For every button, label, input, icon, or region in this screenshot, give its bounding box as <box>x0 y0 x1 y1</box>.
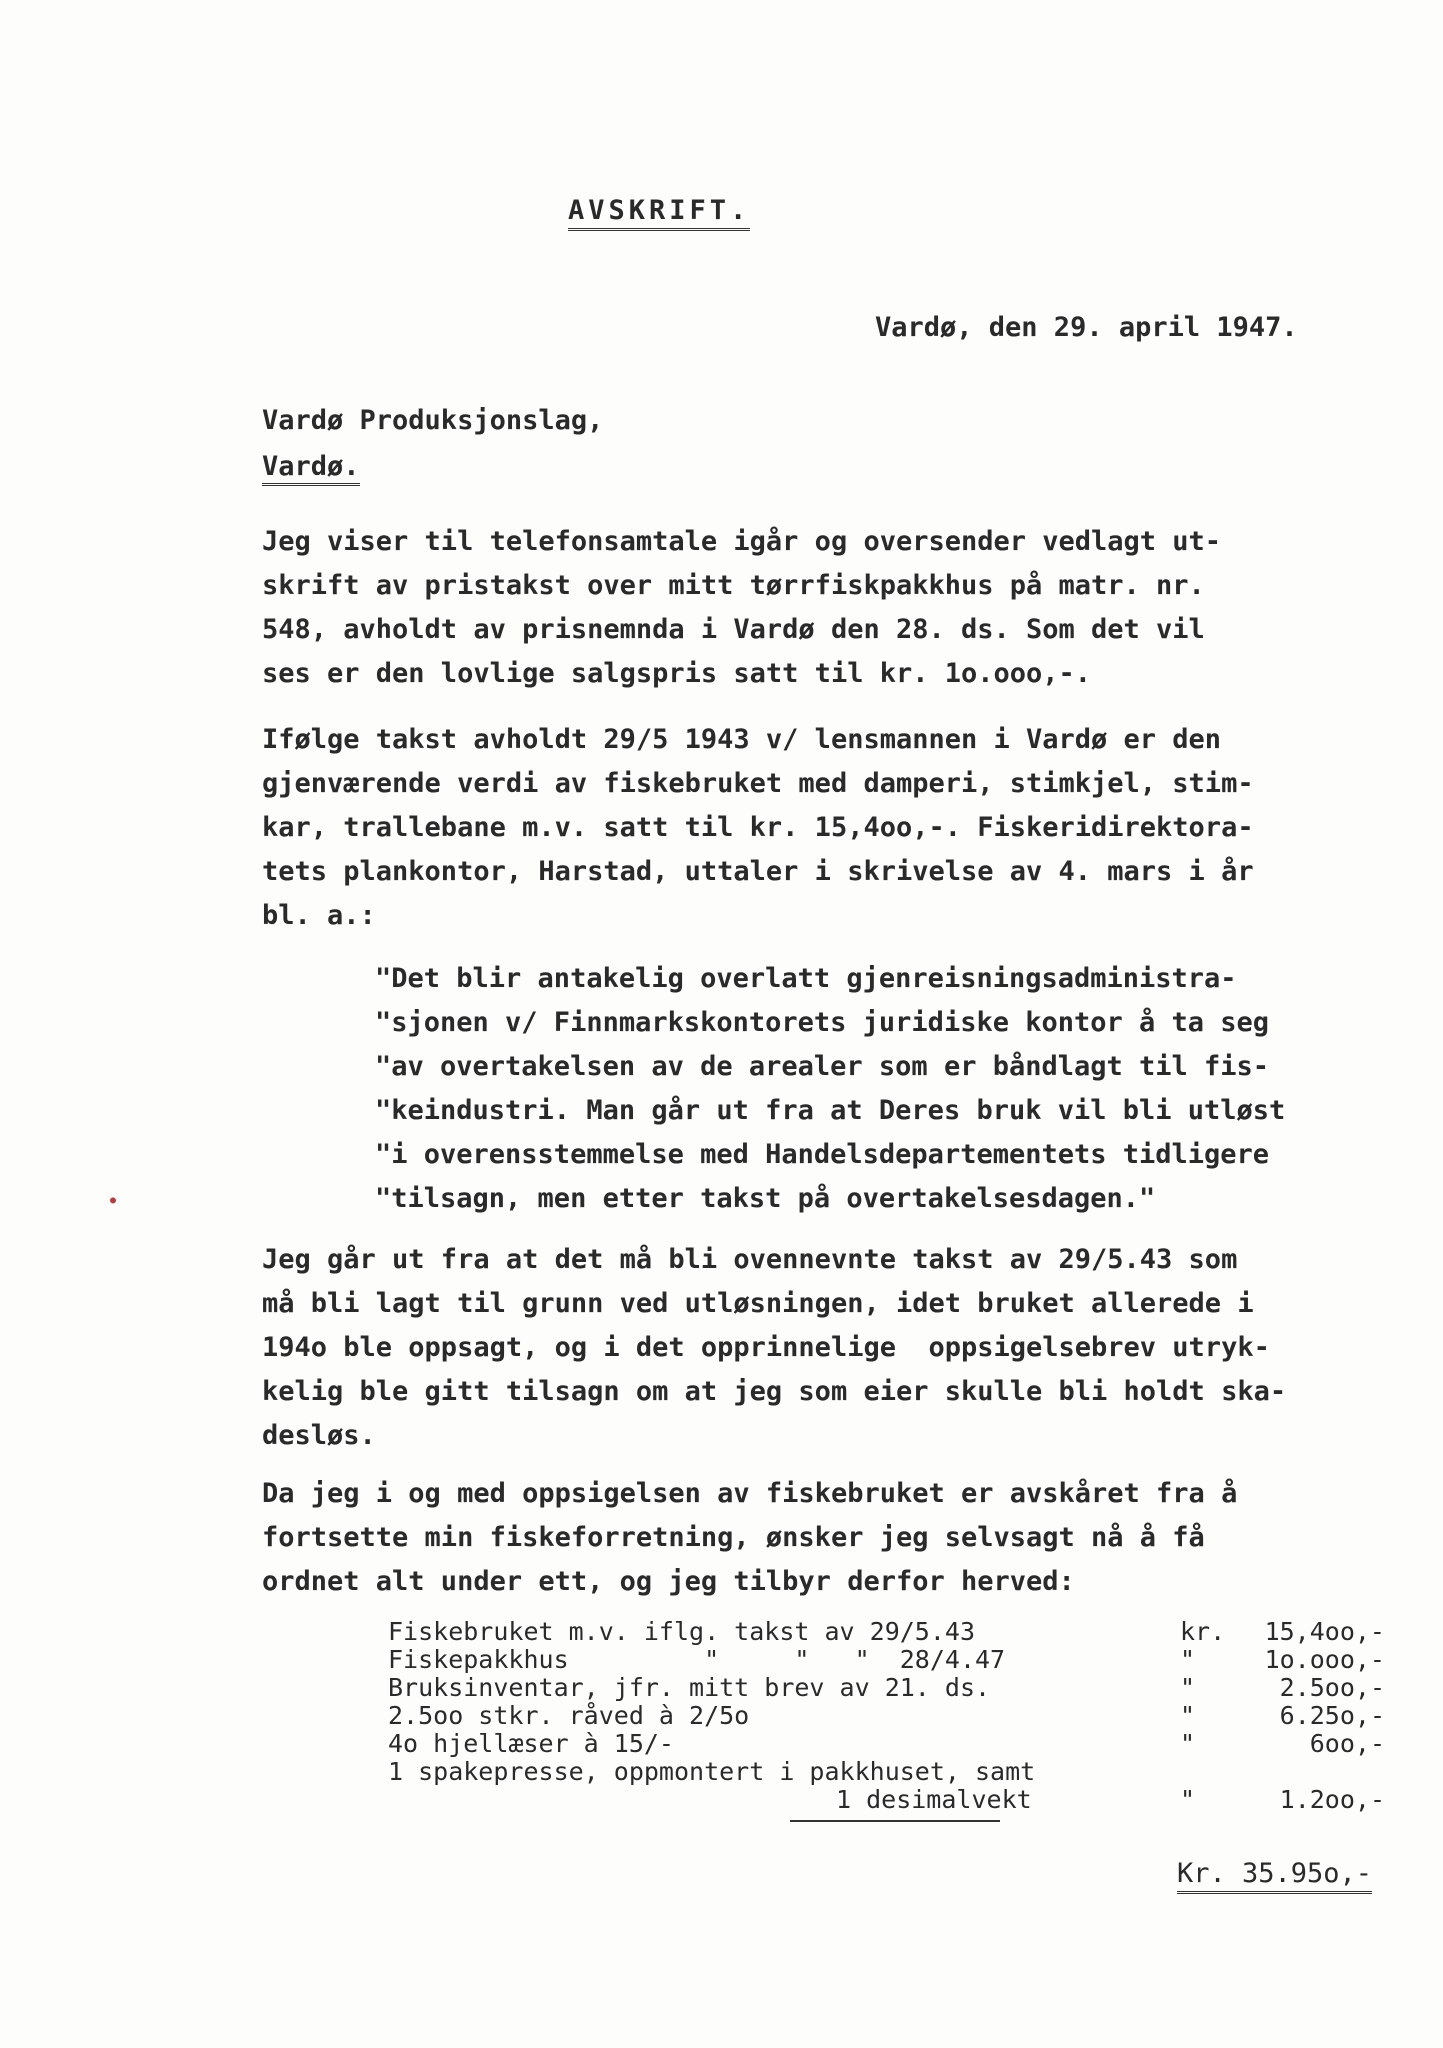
item-amount: 6.25o,- <box>1279 1701 1385 1730</box>
item-amount: 1.2oo,- <box>1279 1785 1385 1814</box>
item-description: Bruksinventar, jfr. mitt brev av 21. ds. <box>388 1673 991 1702</box>
sum-rule <box>790 1820 1000 1822</box>
table-row <box>388 1758 1408 1786</box>
paragraph-line: bl. a.: <box>262 900 376 931</box>
item-unit: " <box>1180 1729 1196 1758</box>
item-description: 1 desimalvekt <box>836 1785 1032 1814</box>
paragraph-line: skrift av pristakst over mitt tørrfiskpakkhus på matr. nr. <box>262 570 1205 601</box>
paragraph-line: ses er den lovlige salgspris satt til kr. 1o.ooo,-. <box>262 658 1092 689</box>
paragraph-line: desløs. <box>262 1420 376 1451</box>
quote-line: "sjonen v/ Finnmarkskontorets juridiske kontor å ta seg <box>375 1007 1270 1038</box>
paragraph-line: tets plankontor, Harstad, uttaler i skrivelse av 4. mars i år <box>262 856 1254 887</box>
item-description: 1 spakepresse, oppmontert i pakkhuset, samt <box>388 1757 1036 1786</box>
paragraph-3 <box>262 1238 1392 1458</box>
paragraph-line: Jeg viser til telefonsamtale igår og oversender vedlagt ut- <box>262 526 1222 557</box>
paragraph-line: Ifølge takst avholdt 29/5 1943 v/ lensmannen i Vardø er den <box>262 724 1222 755</box>
item-description: 2.5oo stkr. råved à 2/5o <box>388 1701 750 1730</box>
paragraph-line: Jeg går ut fra at det må bli ovennevnte takst av 29/5.43 som <box>262 1244 1238 1275</box>
total-amount: Kr. 35.95o,- <box>1177 1858 1372 1894</box>
item-amount: 2.5oo,- <box>1279 1673 1385 1702</box>
ink-speck: ● <box>110 1195 117 1206</box>
table-row <box>388 1702 1408 1730</box>
table-row <box>388 1618 1408 1646</box>
item-description: 4o hjellæser à 15/- <box>388 1729 674 1758</box>
item-unit: " <box>1180 1785 1196 1814</box>
quote-line: "tilsagn, men etter takst på overtakelsesdagen." <box>375 1183 1156 1214</box>
paragraph-line: 194o ble oppsagt, og i det opprinnelige oppsigelsebrev utryk- <box>262 1332 1270 1363</box>
paragraph-1 <box>262 520 1392 696</box>
table-row <box>388 1646 1408 1674</box>
quoted-passage <box>375 957 1285 1221</box>
item-amount: 1o.ooo,- <box>1264 1645 1385 1674</box>
paragraph-line: 548, avholdt av prisnemnda i Vardø den 28. ds. Som det vil <box>262 614 1205 645</box>
item-description: Fiskepakkhus " " " 28/4.47 <box>388 1645 1006 1674</box>
quote-line: "Det blir antakelig overlatt gjenreisningsadministra- <box>375 963 1237 994</box>
paragraph-line: kelig ble gitt tilsagn om at jeg som eier skulle bli holdt ska- <box>262 1376 1287 1407</box>
recipient-city: Vardø. <box>262 451 360 486</box>
item-description: Fiskebruket m.v. iflg. takst av 29/5.43 <box>388 1617 975 1646</box>
quote-line: "i overensstemmelse med Handelsdepartementets tidligere <box>375 1139 1270 1170</box>
item-unit: " <box>1180 1701 1196 1730</box>
item-amount: 15,4oo,- <box>1264 1617 1385 1646</box>
recipient-name: Vardø Produksjonslag, <box>262 405 604 436</box>
item-unit: " <box>1180 1645 1196 1674</box>
item-unit: kr. <box>1180 1617 1226 1646</box>
offer-table <box>388 1618 1408 1814</box>
quote-line: "av overtakelsen av de arealer som er båndlagt til fis- <box>375 1051 1270 1082</box>
quote-line: "keindustri. Man går ut fra at Deres bruk vil bli utløst <box>375 1095 1286 1126</box>
document-title: AVSKRIFT. <box>568 195 750 231</box>
paragraph-line: kar, trallebane m.v. satt til kr. 15,4oo,-. Fiskeridirektora- <box>262 812 1254 843</box>
dateline: Vardø, den 29. april 1947. <box>875 312 1298 343</box>
item-unit: " <box>1180 1673 1196 1702</box>
paragraph-line: må bli lagt til grunn ved utløsningen, idet bruket allerede i <box>262 1288 1254 1319</box>
table-row <box>388 1674 1408 1702</box>
paragraph-2 <box>262 718 1392 938</box>
paragraph-4 <box>262 1472 1392 1604</box>
paragraph-line: ordnet alt under ett, og jeg tilbyr derfor herved: <box>262 1566 1075 1597</box>
table-row <box>388 1730 1408 1758</box>
paragraph-line: fortsette min fiskeforretning, ønsker jeg selvsagt nå å få <box>262 1522 1205 1553</box>
item-amount: 6oo,- <box>1309 1729 1385 1758</box>
table-row <box>388 1786 1408 1814</box>
paragraph-line: Da jeg i og med oppsigelsen av fiskebruket er avskåret fra å <box>262 1478 1238 1509</box>
paragraph-line: gjenværende verdi av fiskebruket med damperi, stimkjel, stim- <box>262 768 1254 799</box>
